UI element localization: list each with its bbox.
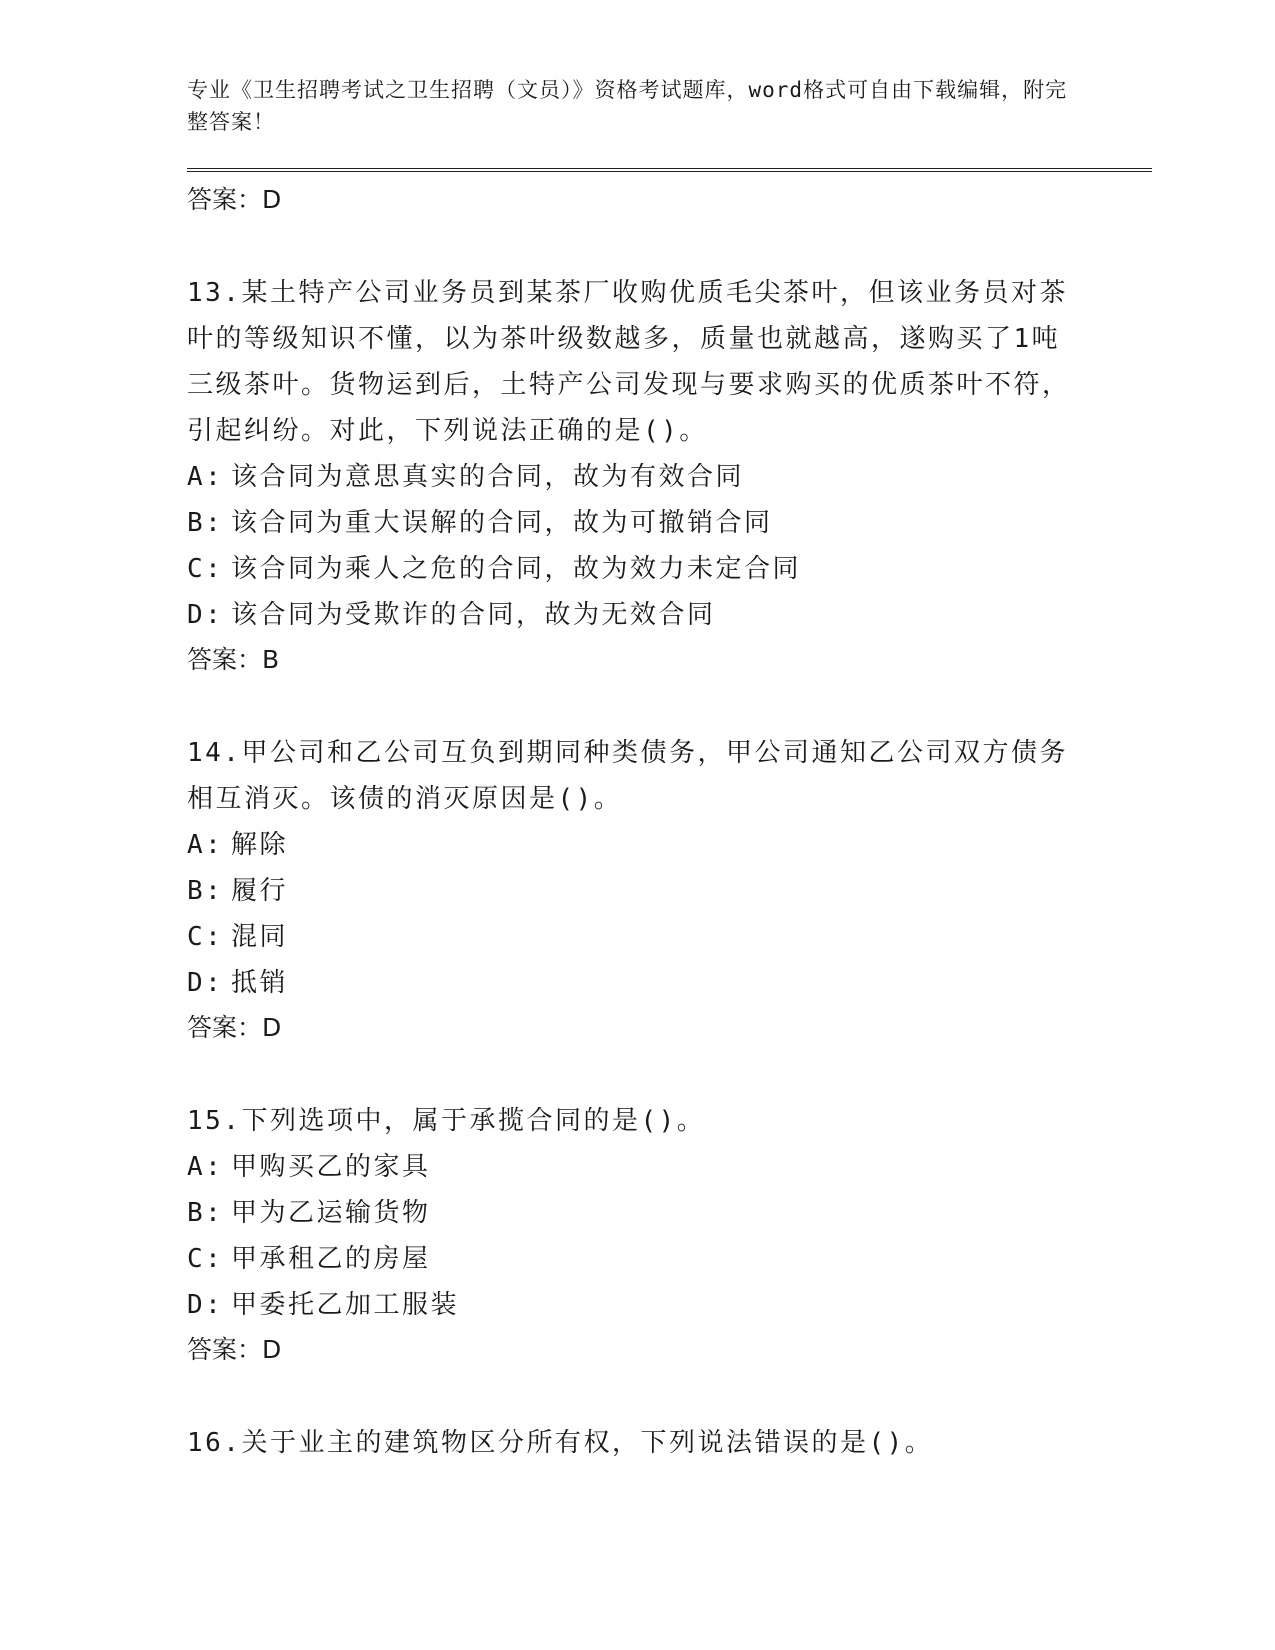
option-key: C: (187, 1244, 224, 1274)
option-key: D: (187, 968, 224, 998)
option-a (187, 454, 1152, 500)
option-text: 该合同为乘人之危的合同，故为效力未定合同 (231, 554, 802, 584)
answer-value: B (262, 645, 280, 674)
answer-line (187, 1006, 1152, 1050)
option-text: 甲购买乙的家具 (231, 1152, 431, 1182)
answer-line (187, 638, 1152, 682)
answer-value: D (262, 1013, 282, 1042)
question-stem: 16.关于业主的建筑物区分所有权，下列说法错误的是()。 (187, 1428, 934, 1458)
option-key: C: (187, 554, 224, 584)
option-d (187, 1282, 1152, 1328)
option-key: B: (187, 508, 224, 538)
option-key: D: (187, 1290, 224, 1320)
answer-line (187, 1328, 1152, 1372)
option-text: 该合同为重大误解的合同，故为可撤销合同 (231, 508, 773, 538)
header-divider (187, 168, 1152, 172)
answer-label: 答案： (187, 1335, 263, 1364)
answer-value: D (262, 185, 282, 214)
option-text: 甲承租乙的房屋 (231, 1244, 431, 1274)
answer-label: 答案： (187, 645, 263, 674)
option-text: 甲为乙运输货物 (231, 1198, 431, 1228)
question-15 (187, 1098, 1152, 1372)
question-13 (187, 270, 1152, 682)
answer-line (187, 178, 1152, 222)
option-c (187, 914, 1152, 960)
option-key: B: (187, 1198, 224, 1228)
option-key: B: (187, 876, 224, 906)
option-text: 该合同为意思真实的合同，故为有效合同 (231, 462, 745, 492)
answer-label: 答案： (187, 185, 263, 214)
option-key: D: (187, 600, 224, 630)
document-header: 专业《卫生招聘考试之卫生招聘（文员）》资格考试题库，word格式可自由下载编辑，附完整答案！ (187, 78, 1068, 134)
question-stem: 13.某土特产公司业务员到某茶厂收购优质毛尖茶叶，但该业务员对茶叶的等级知识不懂，以为茶叶级数越多，质量也就越高，遂购买了1吨三级茶叶。货物运到后，土特产公司发现与要求购买的优质茶叶不符，引起纠纷。对此，下列说法正确的是()。 (187, 278, 1071, 446)
option-c (187, 1236, 1152, 1282)
answer-label: 答案： (187, 1013, 263, 1042)
option-key: A: (187, 462, 224, 492)
option-c (187, 546, 1152, 592)
option-text: 履行 (231, 876, 289, 906)
question-stem: 14.甲公司和乙公司互负到期同种类债务，甲公司通知乙公司双方债务相互消灭。该债的消灭原因是()。 (187, 738, 1068, 814)
option-d (187, 960, 1152, 1006)
question-14 (187, 730, 1152, 1050)
option-key: A: (187, 830, 224, 860)
option-b (187, 1190, 1152, 1236)
option-key: C: (187, 922, 224, 952)
option-d (187, 592, 1152, 638)
question-16 (187, 1420, 1152, 1466)
option-text: 抵销 (231, 968, 289, 998)
document-page (187, 0, 1152, 1466)
option-b (187, 868, 1152, 914)
option-text: 该合同为受欺诈的合同，故为无效合同 (231, 600, 716, 630)
option-text: 甲委托乙加工服装 (231, 1290, 460, 1320)
option-a (187, 822, 1152, 868)
answer-value: D (262, 1335, 282, 1364)
option-a (187, 1144, 1152, 1190)
option-key: A: (187, 1152, 224, 1182)
option-text: 混同 (231, 922, 289, 952)
option-text: 解除 (231, 830, 289, 860)
question-stem: 15.下列选项中，属于承揽合同的是()。 (187, 1106, 706, 1136)
option-b (187, 500, 1152, 546)
